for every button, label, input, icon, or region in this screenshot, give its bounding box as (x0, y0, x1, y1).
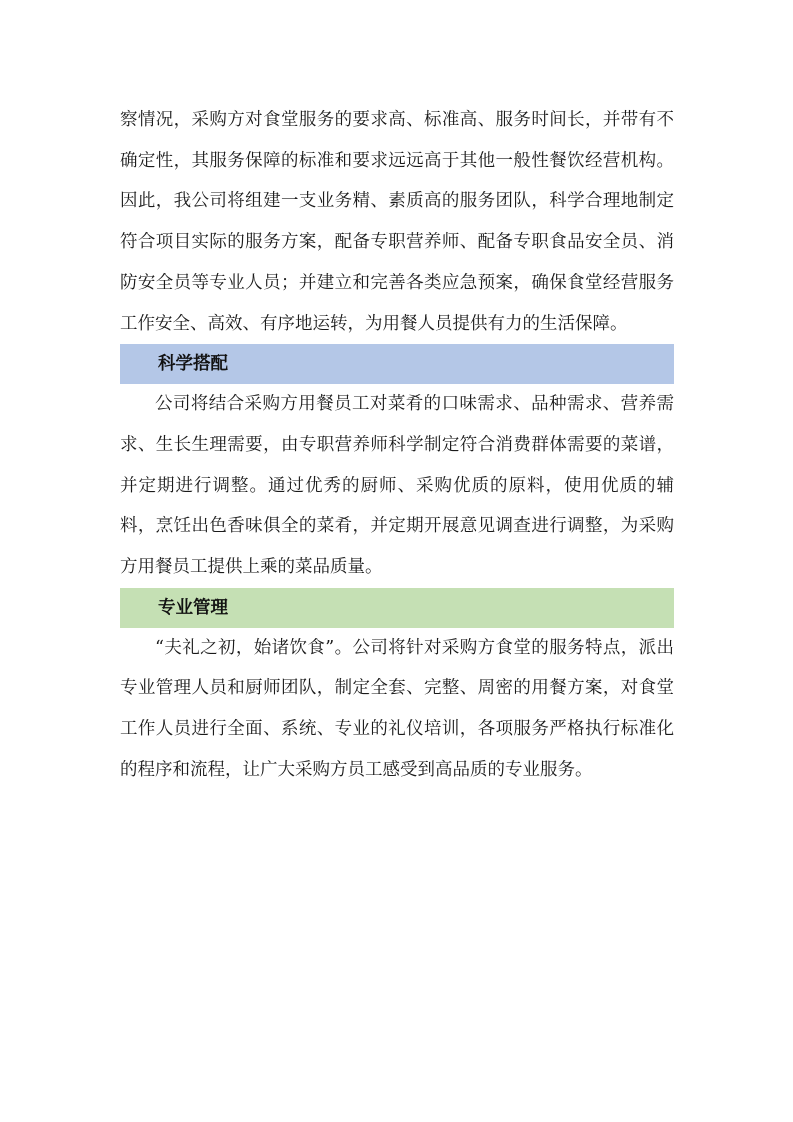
section-heading-scientific-pairing: 科学搭配 (120, 344, 674, 384)
section-body-professional-management: “夫礼之初，始诸饮食”。公司将针对采购方食堂的服务特点，派出专业管理人员和厨师团队，制定全套、完整、周密的用餐方案，对食堂工作人员进行全面、系统、专业的礼仪培训，各项服务严格执行标准化的程序和流程，让广大采购方员工感受到高品质的专业服务。 (120, 637, 674, 780)
intro-paragraph: 察情况，采购方对食堂服务的要求高、标准高、服务时间长，并带有不确定性，其服务保障的标准和要求远远高于其他一般性餐饮经营机构。因此，我公司将组建一支业务精、素质高的服务团队，科学合理地制定符合项目实际的服务方案，配备专职营养师、配备专职食品安全员、消防安全员等专业人员；并建立和完善各类应急预案，确保食堂经营服务工作安全、高效、有序地运转，为用餐人员提供有力的生活保障。 (120, 110, 674, 334)
section-heading-professional-management: 专业管理 (120, 588, 674, 628)
section-body-scientific-pairing: 公司将结合采购方用餐员工对菜肴的口味需求、品种需求、营养需求、生长生理需要，由专职营养师科学制定符合消费群体需要的菜谱，并定期进行调整。通过优秀的厨师、采购优质的原料，使用优质的辅料，烹饪出色香味俱全的菜肴，并定期开展意见调查进行调整，为采购方用餐员工提供上乘的菜品质量。 (120, 394, 674, 578)
document-page (120, 100, 674, 791)
